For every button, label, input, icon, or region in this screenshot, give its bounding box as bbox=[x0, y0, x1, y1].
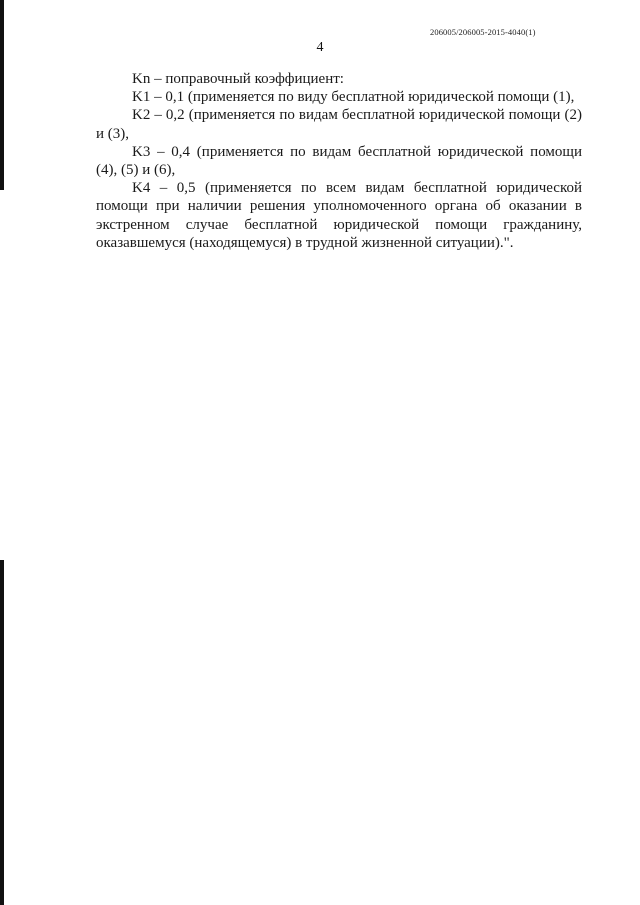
paragraph-k4: K4 – 0,5 (применяется по всем видам бесплатной юридической помощи при наличии решения уполномоченного органа об оказании в экстренном случае бесплатной юридической помощи гражданину, оказавшемуся (находящемуся) в трудной жизненной ситуации).". bbox=[96, 180, 582, 251]
document-body bbox=[96, 70, 582, 252]
scan-edge-mark-top bbox=[0, 0, 4, 190]
document-id: 206005/206005-2015-4040(1) bbox=[430, 27, 536, 37]
paragraph-kn-definition: Kn – поправочный коэффициент: bbox=[132, 71, 344, 87]
paragraph-k2: K2 – 0,2 (применяется по видам бесплатной юридической помощи (2) и (3), bbox=[96, 107, 582, 142]
paragraph-k3: K3 – 0,4 (применяется по видам бесплатной юридической помощи (4), (5) и (6), bbox=[96, 143, 582, 179]
scan-edge-mark-bottom bbox=[0, 560, 4, 905]
page-number: 4 bbox=[316, 40, 324, 55]
paragraph-k1: K1 – 0,1 (применяется по виду бесплатной юридической помощи (1), bbox=[132, 89, 575, 106]
